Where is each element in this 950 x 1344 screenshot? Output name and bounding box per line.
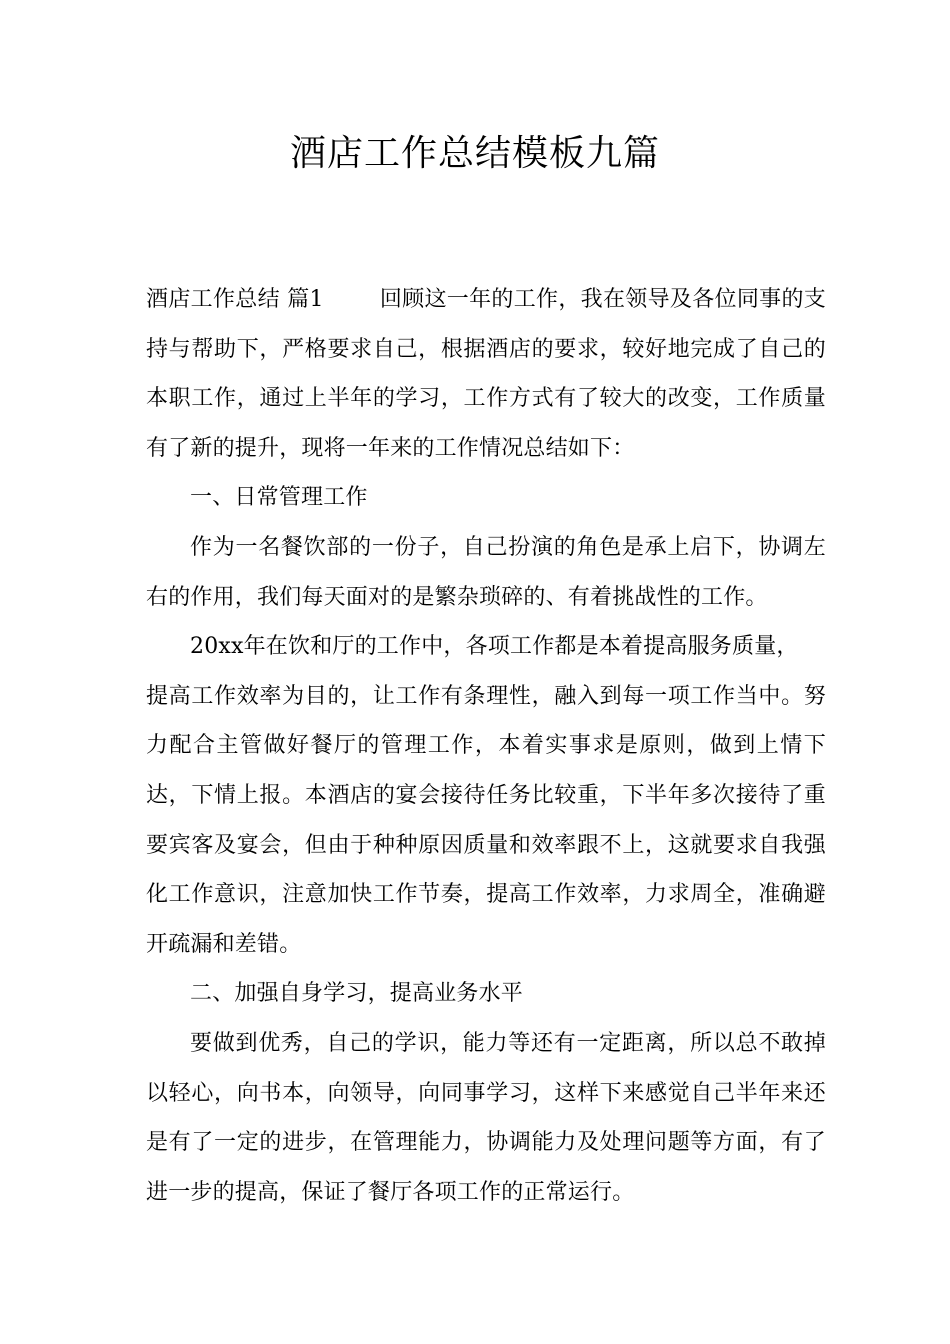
- paragraph-text: 回顾这一年的工作，我在领导及各位同事的支持与帮助下，严格要求自己，根据酒店的要求，较好地完成了自己的本职工作，通过上半年的学习，工作方式有了较大的改变，工作质量有了新的提升，现将一年来的工作情况总结如下：: [146, 287, 826, 461]
- paragraph-intro: [146, 275, 826, 473]
- paragraph-learning: 要做到优秀，自己的学识，能力等还有一定距离，所以总不敢掉以轻心，向书本，向领导，向同事学习，这样下来感觉自己半年来还是有了一定的进步，在管理能力，协调能力及处理问题等方面，有了进一步的提高，保证了餐厅各项工作的正常运行。: [146, 1030, 826, 1205]
- document-title: 酒店工作总结模板九篇: [289, 133, 660, 174]
- heading-daily-management: 一、日常管理工作: [190, 485, 368, 511]
- document-body: [146, 275, 826, 1217]
- paragraph-efficiency: 提高工作效率为目的，让工作有条理性，融入到每一项工作当中。努力配合主管做好餐厅的管理工作，本着实事求是原则，做到上情下达，下情上报。本酒店的宴会接待任务比较重，下半年多次接待了重要宾客及宴会，但由于种种原因质量和效率跟不上，这就要求自我强化工作意识，注意加快工作节奏，提高工作效率，力求周全，准确避开疏漏和差错。: [146, 683, 826, 957]
- paragraph-work-2020: 20xx年在饮和厅的工作中，各项工作都是本着提高服务质量，: [190, 634, 799, 660]
- paragraph-role: 作为一名餐饮部的一份子，自己扮演的角色是承上启下，协调左右的作用，我们每天面对的是繁杂琐碎的、有着挑战性的工作。: [146, 534, 826, 610]
- section-label: 酒店工作总结 篇1: [146, 287, 324, 312]
- heading-self-study: 二、加强自身学习，提高业务水平: [190, 981, 524, 1007]
